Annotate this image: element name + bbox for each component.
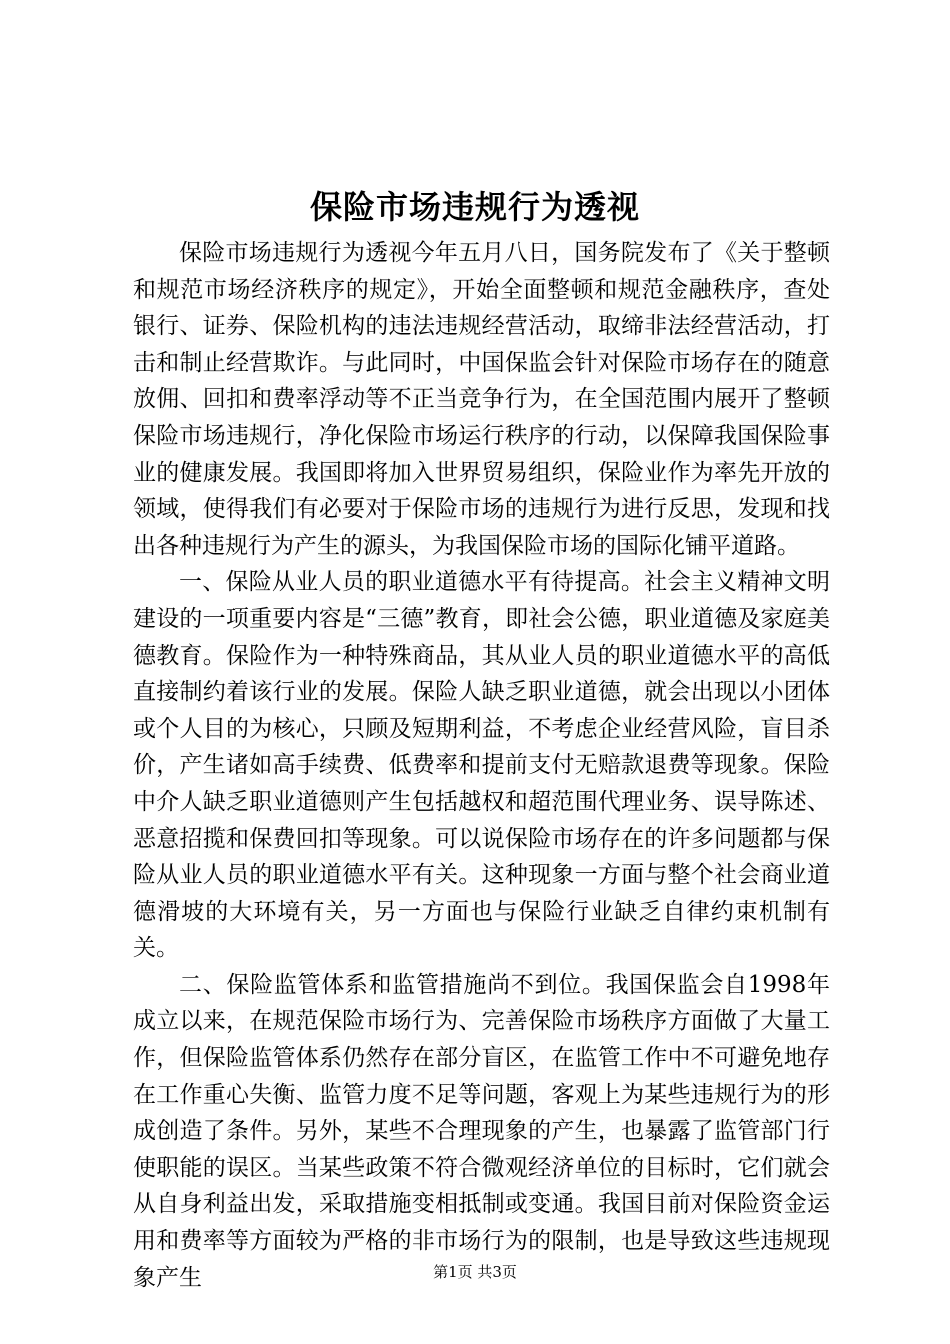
page-footer: 第1页 共3页 [433, 1263, 517, 1281]
paragraph-intro: 保险市场违规行为透视今年五月八日，国务院发布了《关于整顿和规范市场经济秩序的规定》，开始全面整顿和规范金融秩序，查处银行、证券、保险机构的违法违规经营活动，取缔非法经营活动，打击和制止经营欺诈。与此同时，中国保监会针对保险市场存在的随意放佣、回扣和费率浮动等不正当竞争行为，在全国范围内展开了整顿保险市场违规行，净化保险市场运行秩序的行动，以保障我国保险事业的健康发展。我国即将加入世界贸易组织，保险业作为率先开放的领域，使得我们有必要对于保险市场的违规行为进行反思，发现和找出各种违规行为产生的源头，为我国保险市场的国际化铺平道路。 [133, 240, 830, 559]
paragraph-section-1: 一、保险从业人员的职业道德水平有待提高。社会主义精神文明建设的一项重要内容是“三德”教育，即社会公德，职业道德及家庭美德教育。保险作为一种特殊商品，其从业人员的职业道德水平的高低直接制约着该行业的发展。保险人缺乏职业道德，就会出现以小团体或个人目的为核心，只顾及短期利益，不考虑企业经营风险，盲目杀价，产生诸如高手续费、低费率和提前支付无赔款退费等现象。保险中介人缺乏职业道德则产生包括越权和超范围代理业务、误导陈述、恶意招揽和保费回扣等现象。可以说保险市场存在的许多问题都与保险从业人员的职业道德水平有关。这种现象一方面与整个社会商业道德滑坡的大环境有关，另一方面也与保险行业缺乏自律约束机制有关。 [133, 569, 830, 962]
document-body [133, 235, 830, 1296]
document-title: 保险市场违规行为透视 [309, 188, 640, 226]
paragraph-section-2: 二、保险监管体系和监管措施尚不到位。我国保监会自1998年成立以来，在规范保险市场行为、完善保险市场秩序方面做了大量工作，但保险监管体系仍然存在部分盲区，在监管工作中不可避免地存在工作重心失衡、监管力度不足等问题，客观上为某些违规行为的形成创造了条件。另外，某些不合理现象的产生，也暴露了监管部门行使职能的误区。当某些政策不符合微观经济单位的目标时，它们就会从自身利益出发，采取措施变相抵制或变通。我国目前对保险资金运用和费率等方面较为严格的非市场行为的限制，也是导致这些违规现象产生 [133, 971, 830, 1291]
